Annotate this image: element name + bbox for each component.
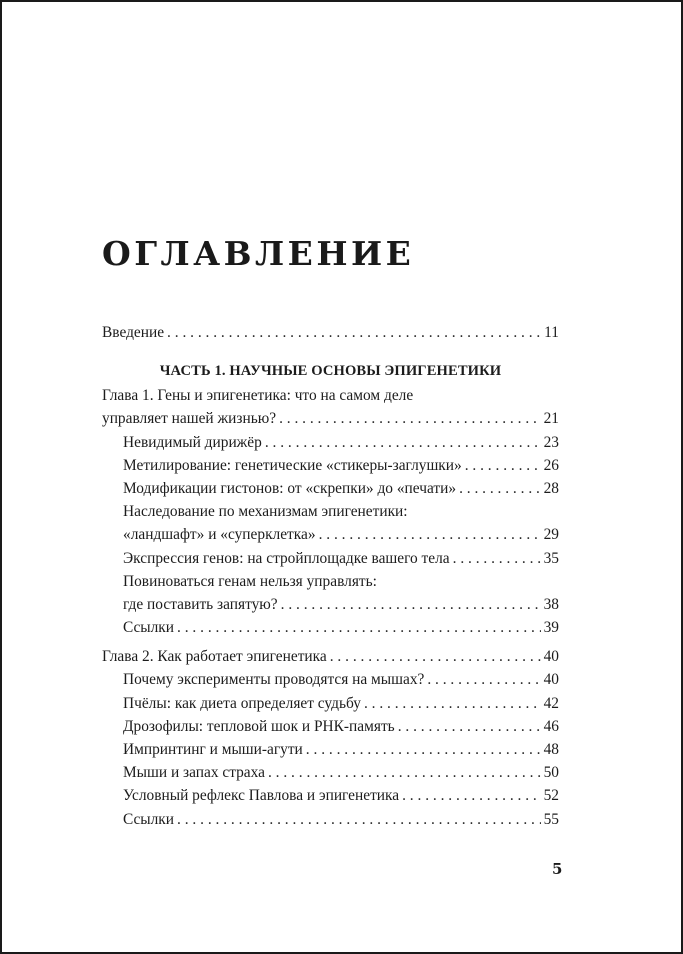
toc-entry-section[interactable] xyxy=(102,692,559,715)
entry-page: 29 xyxy=(543,526,559,544)
page-title: ОГЛАВЛЕНИЕ xyxy=(102,234,415,273)
entry-label: Мыши и запах страха xyxy=(123,764,265,782)
entry-page: 35 xyxy=(543,549,559,567)
entry-page: 21 xyxy=(543,410,559,428)
toc-entry-section[interactable] xyxy=(102,523,559,546)
entry-page: 40 xyxy=(543,648,559,666)
dot-leader xyxy=(402,784,541,807)
entry-label: Ссылки xyxy=(123,810,175,828)
dot-leader xyxy=(330,645,541,668)
toc-entry-section[interactable] xyxy=(102,593,559,616)
dot-leader xyxy=(306,738,541,761)
toc-entry-section[interactable] xyxy=(102,761,559,784)
entry-label: управляет нашей жизнью? xyxy=(102,410,277,428)
dot-leader xyxy=(167,321,541,344)
entry-page: 48 xyxy=(543,741,559,758)
entry-label: Метилирование: генетические «стикеры-заглушки» xyxy=(123,456,462,474)
entry-page: 38 xyxy=(543,595,559,613)
entry-label: Введение xyxy=(102,324,165,341)
toc-entry-section[interactable] xyxy=(102,616,559,639)
toc-entry-section[interactable] xyxy=(102,784,559,807)
toc-entry-section[interactable] xyxy=(102,808,559,831)
entry-page: 39 xyxy=(543,619,559,637)
entry-label: Модификации гистонов: от «скрепки» до «печати» xyxy=(123,479,457,497)
dot-leader xyxy=(465,454,541,477)
entry-label: Почему эксперименты проводятся на мышах? xyxy=(123,671,425,689)
entry-label: Невидимый дирижёр xyxy=(123,433,262,451)
dot-leader xyxy=(268,761,541,784)
chapter-1-title-line1[interactable]: Глава 1. Гены и эпигенетика: что на самом деле xyxy=(102,387,414,405)
entry-page: 28 xyxy=(543,479,559,497)
entry-page: 11 xyxy=(544,324,559,341)
entry-label: где поставить запятую? xyxy=(123,595,278,613)
entry-page: 46 xyxy=(543,717,559,735)
entry-page: 40 xyxy=(543,671,559,689)
entry-page: 23 xyxy=(543,433,559,451)
entry-label: Дрозофилы: тепловой шок и РНК-память xyxy=(123,717,395,735)
entry-page: 42 xyxy=(543,694,559,712)
entry-page: 55 xyxy=(543,810,559,828)
entry-label: Глава 2. Как работает эпигенетика xyxy=(102,648,327,666)
dot-leader xyxy=(398,715,541,738)
dot-leader xyxy=(281,593,541,616)
toc-entry-chapter-2[interactable] xyxy=(102,645,559,668)
entry-page: 50 xyxy=(543,764,559,782)
entry-label: Условный рефлекс Павлова и эпигенетика xyxy=(123,787,400,805)
toc-entry-chapter-1[interactable] xyxy=(102,407,559,430)
dot-leader xyxy=(279,407,541,430)
entry-page: 52 xyxy=(543,787,559,805)
toc-entry-intro[interactable] xyxy=(102,321,559,344)
dot-leader xyxy=(319,523,541,546)
entry-label: Импринтинг и мыши-агути xyxy=(123,741,303,758)
dot-leader xyxy=(364,692,541,715)
toc-entry-section[interactable] xyxy=(102,477,559,500)
table-of-contents xyxy=(102,321,559,831)
dot-leader xyxy=(427,668,540,691)
part-heading: ЧАСТЬ 1. НАУЧНЫЕ ОСНОВЫ ЭПИГЕНЕТИКИ xyxy=(159,363,502,380)
dot-leader xyxy=(265,431,541,454)
toc-entry-section[interactable] xyxy=(102,547,559,570)
dot-leader xyxy=(177,808,541,831)
entry-page: 26 xyxy=(543,456,559,474)
section-title-line1[interactable]: Наследование по механизмам эпигенетики: xyxy=(123,503,408,521)
page-number: 5 xyxy=(552,860,563,878)
dot-leader xyxy=(177,616,541,639)
toc-entry-section[interactable] xyxy=(102,715,559,738)
toc-entry-section[interactable] xyxy=(102,738,559,761)
entry-label: Пчёлы: как диета определяет судьбу xyxy=(123,694,361,712)
section-title-line1[interactable]: Повиноваться генам нельзя управлять: xyxy=(123,572,377,590)
toc-entry-section[interactable] xyxy=(102,668,559,691)
entry-label: «ландшафт» и «суперклетка» xyxy=(123,526,316,544)
entry-label: Экспрессия генов: на стройплощадке вашего тела xyxy=(123,549,450,567)
dot-leader xyxy=(459,477,541,500)
entry-label: Ссылки xyxy=(123,619,175,637)
dot-leader xyxy=(453,547,541,570)
toc-entry-section[interactable] xyxy=(102,431,559,454)
toc-entry-section[interactable] xyxy=(102,454,559,477)
